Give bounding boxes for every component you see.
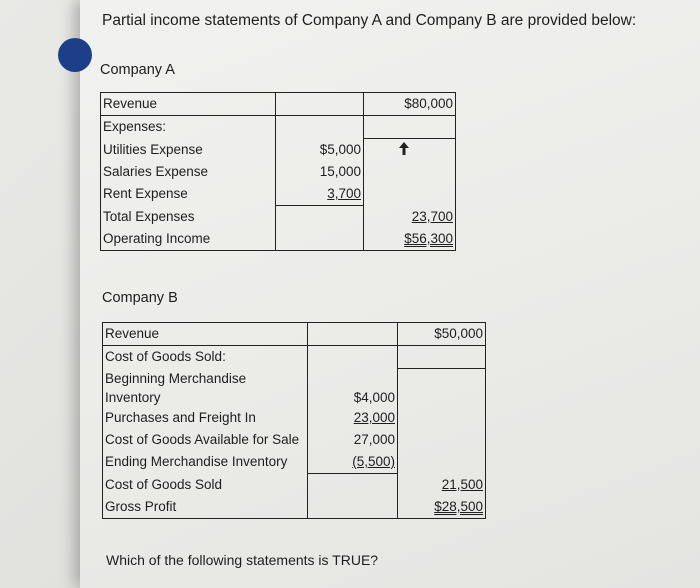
table-row <box>103 407 486 429</box>
company-a-title: Company A <box>100 62 175 78</box>
amount-cell: 3,700 <box>276 183 364 206</box>
worksheet-page <box>80 0 700 588</box>
amount-cell <box>398 407 486 429</box>
row-label: Cost of Goods Available for Sale <box>103 429 308 451</box>
row-label: Cost of Goods Sold <box>103 474 308 497</box>
problem-heading: Partial income statements of Company A and Company B are provided below: <box>102 12 637 29</box>
amount-cell: 23,000 <box>308 407 398 429</box>
amount-cell: 27,000 <box>308 429 398 451</box>
amount-cell: $5,000 <box>276 139 364 162</box>
amount-cell: 15,000 <box>276 161 364 183</box>
mouse-pointer-icon <box>398 142 410 156</box>
amount-cell <box>308 323 398 346</box>
table-row <box>103 474 486 497</box>
step-marker-icon <box>58 38 92 72</box>
row-label: Purchases and Freight In <box>103 407 308 429</box>
amount-cell: $80,000 <box>364 93 456 116</box>
row-label: Beginning Merchandise <box>103 369 308 389</box>
amount-cell <box>398 369 486 389</box>
row-label: Revenue <box>101 93 276 116</box>
amount-cell <box>308 474 398 497</box>
row-label: Expenses: <box>101 116 276 139</box>
amount-cell <box>398 346 486 369</box>
row-label: Salaries Expense <box>101 161 276 183</box>
row-label: Ending Merchandise Inventory <box>103 451 308 474</box>
row-label: Inventory <box>103 388 308 407</box>
row-label: Operating Income <box>101 228 276 251</box>
table-row <box>101 183 456 206</box>
company-b-income-statement <box>102 322 486 519</box>
table-row <box>101 228 456 251</box>
table-row <box>101 161 456 183</box>
company-b-title: Company B <box>102 290 178 306</box>
row-label: Gross Profit <box>103 496 308 519</box>
table-row <box>103 496 486 519</box>
table-row <box>101 116 456 139</box>
company-a-income-statement <box>100 92 456 251</box>
amount-cell <box>276 228 364 251</box>
amount-cell: (5,500) <box>308 451 398 474</box>
table-row <box>103 388 486 407</box>
amount-cell: $56,300 <box>364 228 456 251</box>
table-row <box>101 206 456 229</box>
amount-cell <box>398 429 486 451</box>
amount-cell <box>308 496 398 519</box>
amount-cell <box>398 451 486 474</box>
table-row <box>103 323 486 346</box>
amount-cell: $50,000 <box>398 323 486 346</box>
amount-cell <box>276 206 364 229</box>
amount-cell <box>308 346 398 369</box>
amount-cell: $28,500 <box>398 496 486 519</box>
table-row <box>103 369 486 389</box>
amount-cell <box>398 388 486 407</box>
amount-cell <box>364 183 456 206</box>
amount-cell: 21,500 <box>398 474 486 497</box>
row-label: Utilities Expense <box>101 139 276 162</box>
amount-cell: 23,700 <box>364 206 456 229</box>
amount-cell <box>364 161 456 183</box>
table-row <box>103 346 486 369</box>
question-prompt: Which of the following statements is TRUE? <box>106 552 379 568</box>
amount-cell <box>276 116 364 139</box>
row-label: Cost of Goods Sold: <box>103 346 308 369</box>
table-row <box>103 451 486 474</box>
amount-cell: $4,000 <box>308 388 398 407</box>
table-row <box>103 429 486 451</box>
row-label: Rent Expense <box>101 183 276 206</box>
amount-cell <box>364 116 456 139</box>
table-row <box>101 93 456 116</box>
amount-cell <box>276 93 364 116</box>
amount-cell <box>308 369 398 389</box>
row-label: Revenue <box>103 323 308 346</box>
row-label: Total Expenses <box>101 206 276 229</box>
